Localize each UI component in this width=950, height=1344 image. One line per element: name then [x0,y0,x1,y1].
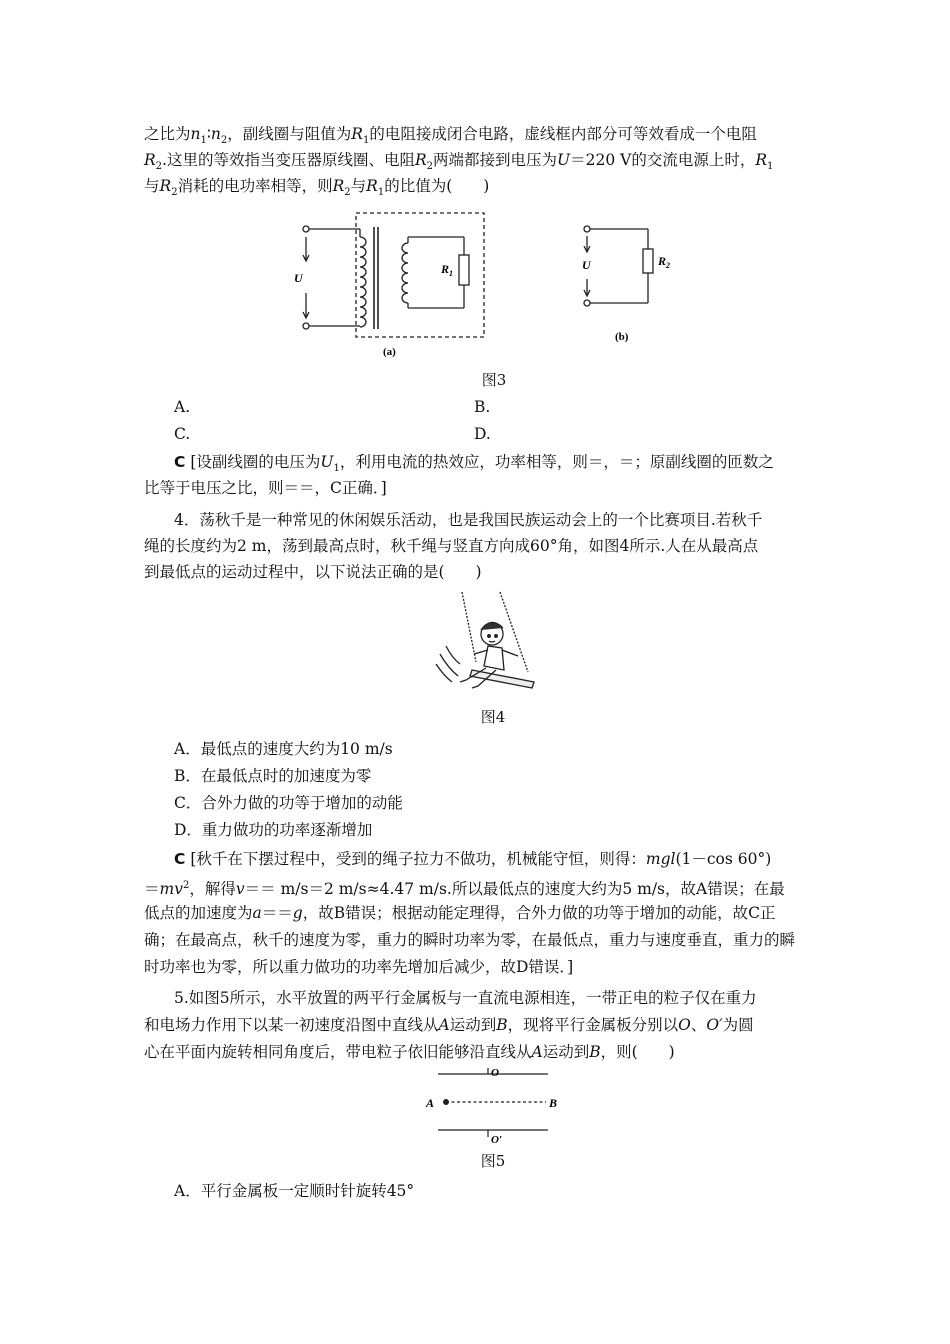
q4-line-1: 4．荡秋千是一种常见的休闲娱乐活动，也是我国民族运动会上的一个比赛项目.若秋千 [174,511,763,529]
charged-particle [443,1099,449,1105]
figure-3-circuit [290,205,690,365]
figure-5-caption: 图5 [480,1152,506,1170]
q5-line-2: 和电场力作用下以某一初速度沿图中直线从A运动到B，现将平行金属板分别以O、O′为圆 [144,1016,754,1034]
q5-option-a: A．平行金属板一定顺时针旋转45° [174,1182,415,1200]
q4-answer-line-1: C [秋千在下摆过程中，受到的绳子拉力不做功，机械能守恒，则得：mgl(1－cos 60°) [174,850,772,868]
figure-5-B-label: B [549,1096,558,1110]
q4-answer-line-4: 确；在最高点，秋千的速度为零，重力的瞬时功率为零，在最低点，重力与速度垂直，重力的瞬 [144,931,796,949]
q4-option-b: B．在最低点时的加速度为零 [174,767,372,785]
q3-option-d: D. [474,425,491,443]
q4-option-a: A．最低点的速度大约为10 m/s [174,740,393,758]
q4-answer-line-5: 时功率也为零，所以重力做功的功率先增加后减少，故D错误．] [144,958,574,976]
q4-option-c: C．合外力做的功等于增加的动能 [174,794,403,812]
figure-3-caption: 图3 [481,371,507,389]
figure-4-caption: 图4 [480,708,506,726]
figure-3b-R2-label: $R_2$ [658,254,671,270]
figure-5-plates [418,1068,568,1148]
figure-3b-circuit [584,226,653,306]
q3-line-3: 与$R_2$消耗的电功率相等，则$R_2$与$R_1$的比值为( ) [144,177,490,199]
figure-3b-U-label: U [582,258,591,272]
figure-5-O-label: O [491,1068,499,1079]
q3-option-a: A. [174,398,191,416]
figure-5-A-label: A [426,1096,435,1110]
figure-3a-R1-label: $R_1$ [441,262,454,278]
q4-line-3: 到最低点的运动过程中，以下说法正确的是( ) [144,563,482,581]
figure-3a-caption: (a) [383,346,396,358]
figure-4-swing [432,590,552,700]
figure-3b-caption: (b) [615,331,629,343]
q3-answer-line-1: C [设副线圈的电压为$U_1$，利用电流的热效应，功率相等，则＝，＝；原副线圈的匝数之 [174,453,774,475]
q4-answer-line-2: $=mv^2$，解得v＝＝ m/s＝2 m/s≈4.47 m/s.所以最低点的速度大约为5 m/s，故A错误；在最 [144,880,785,899]
q3-line-1: 之比为$n_1∶n_2$，副线圈与阻值为$R_1$的电阻接成闭合电路，虚线框内部分可等效看成一个电阻 [144,125,757,147]
q3-answer-letter: C [174,453,186,471]
figure-3a-U-label: U [294,271,303,285]
figure-3a-transformer [303,213,484,337]
q3-option-b: B. [474,398,491,416]
q4-answer-letter: C [174,850,186,868]
q3-line-2: $R_2$.这里的等效指当变压器原线圈、电阻$R_2$两端都接到电压为U＝220 V的交流电源上时，$R_1$ [144,151,774,173]
figure-5-O2-label: O′ [491,1134,503,1146]
q4-line-2: 绳的长度约为2 m，荡到最高点时，秋千绳与竖直方向成60°角，如图4所示.人在从最高点 [144,537,759,555]
q3-option-c: C. [174,425,191,443]
q4-option-d: D．重力做功的功率逐渐增加 [174,821,373,839]
q5-line-1: 5.如图5所示，水平放置的两平行金属板与一直流电源相连，一带正电的粒子仅在重力 [174,989,757,1007]
q5-line-3: 心在平面内旋转相同角度后，带电粒子依旧能够沿直线从A运动到B，则( ) [144,1043,675,1061]
q4-answer-line-3: 低点的加速度为a＝＝g，故B错误；根据动能定理得，合外力做的功等于增加的动能，故C正 [144,904,776,922]
q3-answer-line-2: 比等于电压之比，则＝＝，C正确．] [144,479,387,497]
